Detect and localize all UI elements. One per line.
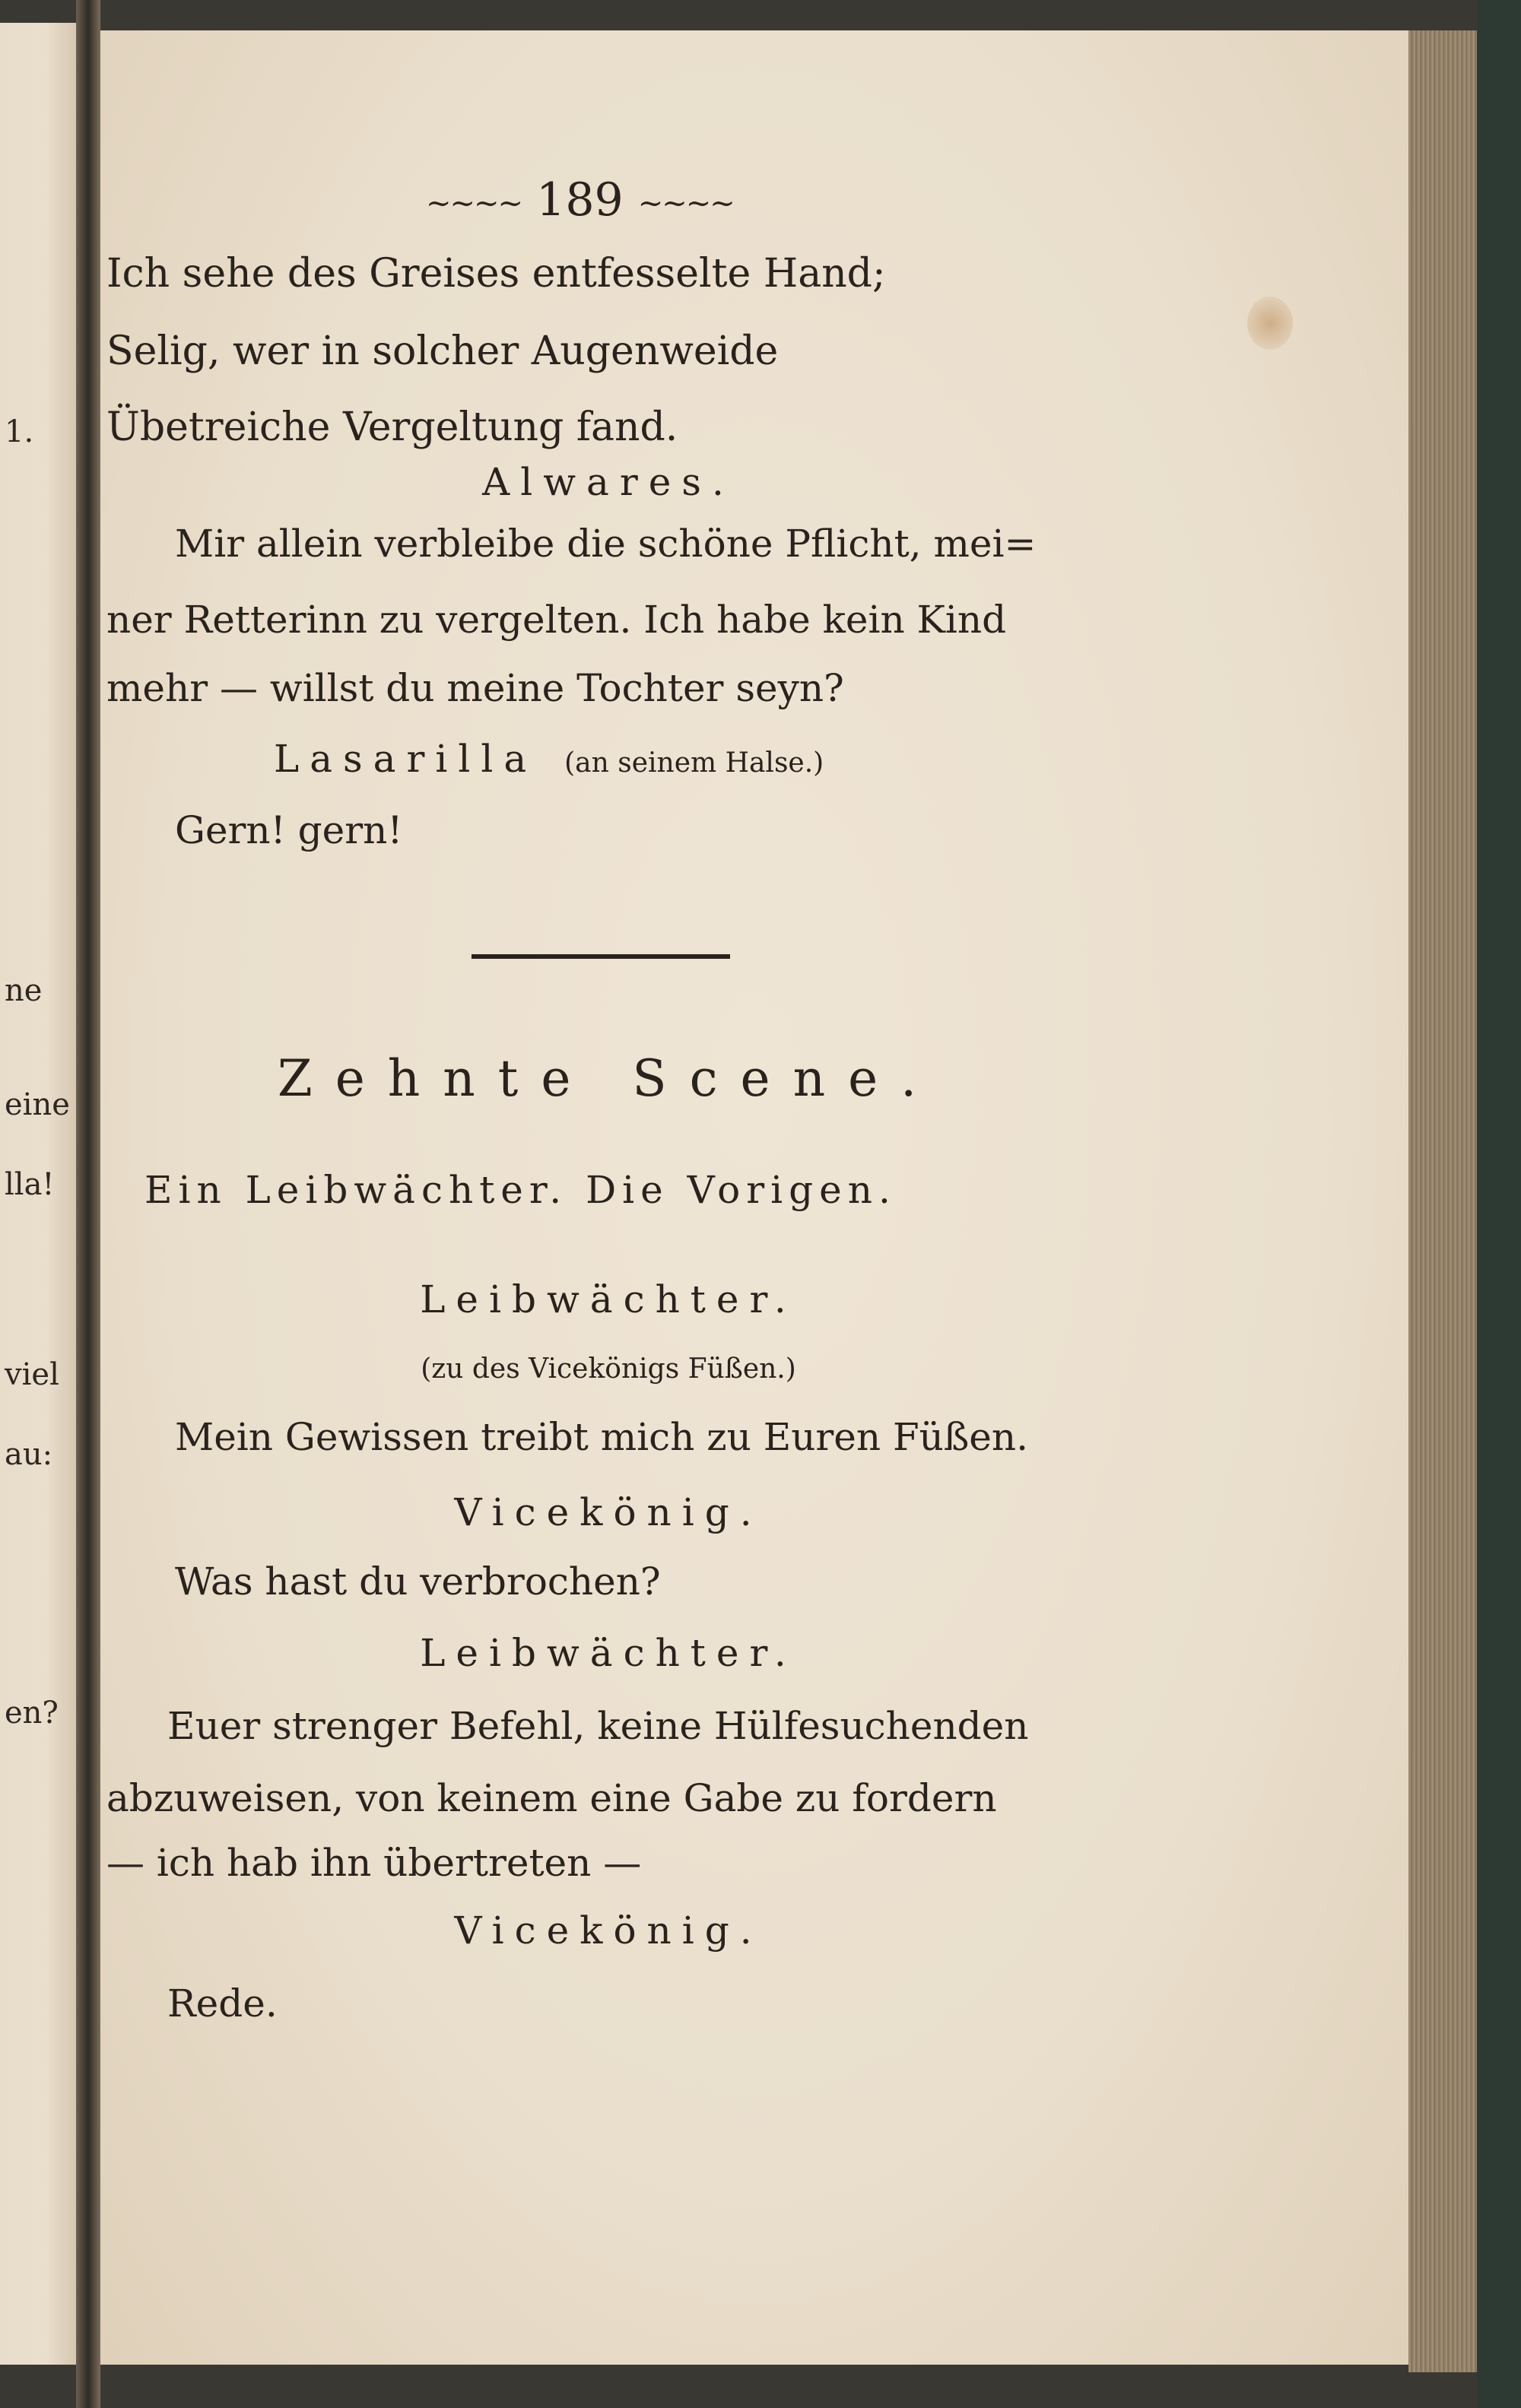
scene-heading: Zehnte Scene. xyxy=(277,1049,940,1108)
dialogue-line: Mir allein verbleibe die schöne Pflicht, mei= xyxy=(175,522,1037,566)
margin-fragment: eine xyxy=(5,1087,70,1122)
margin-fragment: lla! xyxy=(5,1167,55,1202)
margin-fragment: viel xyxy=(5,1357,59,1392)
scene-divider-rule xyxy=(472,954,730,959)
verse-line: Ich sehe des Greises entfesselte Hand; xyxy=(106,251,886,297)
dialogue-line: Euer strenger Befehl, keine Hülfesuchenden xyxy=(167,1704,1029,1748)
dialogue-line: Rede. xyxy=(167,1981,278,2026)
dialogue-line: abzuweisen, von keinem eine Gabe zu fordern xyxy=(106,1776,997,1820)
dialogue-line: ner Retterinn zu vergelten. Ich habe kein Kind xyxy=(106,598,1007,642)
speaker-name: Leibwächter. xyxy=(420,1277,797,1321)
book-cover xyxy=(1477,0,1521,2408)
speaker-line xyxy=(274,736,824,786)
dialogue-line: Was hast du verbrochen? xyxy=(175,1559,661,1604)
running-head xyxy=(426,173,734,230)
dialogue-line: Mein Gewissen treibt mich zu Euren Füßen. xyxy=(175,1415,1028,1459)
paper-stain xyxy=(1247,297,1293,350)
speaker-name: Alwares. xyxy=(482,460,735,504)
ornament-right: ~~~~ xyxy=(637,186,734,221)
stage-direction: (zu des Vicekönigs Füßen.) xyxy=(421,1353,796,1385)
verse-line: Selig, wer in solcher Augenweide xyxy=(106,328,779,374)
verse-line: Übetreiche Vergeltung fand. xyxy=(106,405,678,450)
margin-fragment: 1. xyxy=(5,414,34,449)
ornament-left: ~~~~ xyxy=(426,186,522,221)
speaker-name: Lasarilla xyxy=(274,737,538,781)
page-number: 189 xyxy=(536,173,624,227)
speaker-name: Vicekönig. xyxy=(454,1908,763,1953)
dialogue-line: — ich hab ihn übertreten — xyxy=(106,1841,642,1885)
page-block-edges xyxy=(1408,30,1477,2372)
speaker-name: Vicekönig. xyxy=(454,1490,763,1534)
speaker-name: Leibwächter. xyxy=(420,1631,797,1675)
cast-list: Ein Leibwächter. Die Vorigen. xyxy=(144,1168,897,1212)
dialogue-line: mehr — willst du meine Tochter seyn? xyxy=(106,666,844,710)
stage-direction: (an seinem Halse.) xyxy=(564,747,824,779)
margin-fragment: au: xyxy=(5,1437,53,1472)
margin-fragment: ne xyxy=(5,973,43,1008)
book-gutter xyxy=(76,0,100,2408)
dialogue-line: Gern! gern! xyxy=(175,808,403,852)
margin-fragment: en? xyxy=(5,1696,59,1731)
left-margin-fragments xyxy=(0,0,76,2408)
